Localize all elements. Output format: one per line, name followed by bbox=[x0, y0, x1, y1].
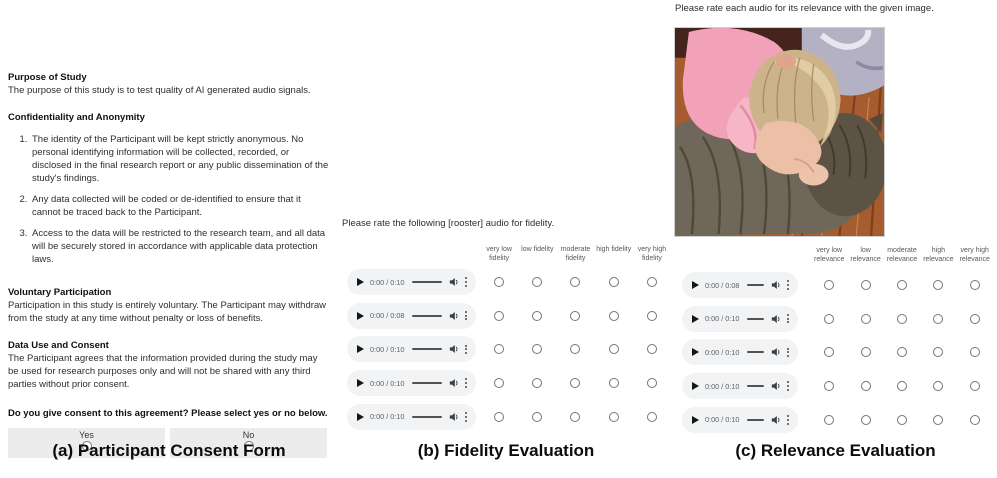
play-icon[interactable] bbox=[692, 416, 699, 424]
scale-label: very high fidelity bbox=[637, 246, 667, 262]
scale-label: moderate relevance bbox=[886, 247, 918, 263]
audio-rating-row bbox=[341, 404, 671, 430]
audio-time: 0:00 / 0:10 bbox=[370, 344, 405, 354]
volume-icon[interactable] bbox=[449, 412, 459, 422]
volume-icon[interactable] bbox=[771, 314, 781, 324]
seek-bar[interactable] bbox=[412, 348, 442, 350]
audio-time: 0:00 / 0:10 bbox=[705, 381, 740, 391]
section-heading-data-use: Data Use and Consent bbox=[8, 340, 109, 351]
rating-radio[interactable] bbox=[861, 381, 871, 391]
rating-radio[interactable] bbox=[570, 277, 580, 287]
rating-radio[interactable] bbox=[647, 412, 657, 422]
fidelity-panel bbox=[341, 0, 671, 478]
rating-radio[interactable] bbox=[609, 311, 619, 321]
rating-radio[interactable] bbox=[933, 347, 943, 357]
rating-radio[interactable] bbox=[494, 412, 504, 422]
rating-radio[interactable] bbox=[970, 280, 980, 290]
more-options-icon[interactable] bbox=[787, 380, 789, 391]
rating-radio[interactable] bbox=[824, 280, 834, 290]
audio-time: 0:00 / 0:08 bbox=[705, 280, 740, 290]
seek-bar[interactable] bbox=[412, 315, 442, 317]
scale-label: very low relevance bbox=[814, 247, 845, 263]
scale-label: low fidelity bbox=[521, 246, 554, 253]
audio-rating-row bbox=[341, 269, 671, 295]
rating-radio[interactable] bbox=[970, 314, 980, 324]
scale-label: very low fidelity bbox=[486, 246, 512, 262]
list-item: 2. Any data collected will be coded or de-identified to ensure that it cannot be traced back to the Participant. bbox=[30, 193, 330, 219]
rating-radio[interactable] bbox=[897, 314, 907, 324]
audio-player[interactable] bbox=[347, 370, 476, 396]
more-options-icon[interactable] bbox=[787, 347, 789, 358]
audio-rating-row bbox=[674, 272, 997, 298]
rating-radio[interactable] bbox=[532, 412, 542, 422]
scale-label: very high relevance bbox=[959, 247, 990, 263]
volume-icon[interactable] bbox=[771, 381, 781, 391]
more-options-icon[interactable] bbox=[465, 344, 467, 355]
audio-time: 0:00 / 0:10 bbox=[370, 277, 405, 287]
rating-radio[interactable] bbox=[609, 344, 619, 354]
confidentiality-list bbox=[30, 133, 330, 266]
rating-radio[interactable] bbox=[970, 415, 980, 425]
yes-label: Yes bbox=[79, 430, 94, 440]
relevance-instruction: Please rate each audio for its relevance with the given image. bbox=[675, 3, 934, 14]
volume-icon[interactable] bbox=[449, 311, 459, 321]
more-options-icon[interactable] bbox=[787, 414, 789, 425]
rating-radio[interactable] bbox=[494, 344, 504, 354]
rating-radio[interactable] bbox=[933, 381, 943, 391]
volume-icon[interactable] bbox=[771, 280, 781, 290]
play-icon[interactable] bbox=[692, 281, 699, 289]
audio-rating-row bbox=[341, 303, 671, 329]
more-options-icon[interactable] bbox=[787, 313, 789, 324]
audio-rating-row bbox=[341, 336, 671, 362]
seek-bar[interactable] bbox=[747, 284, 765, 286]
rating-radio[interactable] bbox=[933, 314, 943, 324]
section-body-purpose: The purpose of this study is to test quality of AI generated audio signals. bbox=[8, 85, 311, 96]
audio-time: 0:00 / 0:08 bbox=[370, 311, 405, 321]
rating-radio[interactable] bbox=[570, 311, 580, 321]
rating-radio[interactable] bbox=[933, 280, 943, 290]
audio-player[interactable] bbox=[682, 407, 798, 433]
rating-radio[interactable] bbox=[532, 344, 542, 354]
play-icon[interactable] bbox=[357, 278, 364, 286]
volume-icon[interactable] bbox=[449, 277, 459, 287]
play-icon[interactable] bbox=[692, 348, 699, 356]
section-body-voluntary: Participation in this study is entirely voluntary. The Participant may withdraw from the study at any time without penalty or loss of benefits. bbox=[8, 300, 327, 324]
rating-radio[interactable] bbox=[897, 381, 907, 391]
seek-bar[interactable] bbox=[412, 382, 442, 384]
play-icon[interactable] bbox=[692, 382, 699, 390]
caption-consent-form: (a) Participant Consent Form bbox=[52, 441, 286, 460]
scale-label: moderate fidelity bbox=[560, 246, 591, 262]
consent-question: Do you give consent to this agreement? Please select yes or no below. bbox=[8, 408, 328, 419]
section-heading-purpose: Purpose of Study bbox=[8, 72, 87, 83]
rating-radio[interactable] bbox=[824, 314, 834, 324]
audio-player[interactable] bbox=[347, 336, 476, 362]
audio-player[interactable] bbox=[347, 269, 476, 295]
fidelity-scale-header bbox=[480, 245, 671, 263]
volume-icon[interactable] bbox=[771, 415, 781, 425]
relevance-scale-header bbox=[811, 246, 997, 264]
audio-player[interactable] bbox=[347, 303, 476, 329]
rating-radio[interactable] bbox=[609, 277, 619, 287]
seek-bar[interactable] bbox=[747, 318, 765, 320]
audio-time: 0:00 / 0:10 bbox=[370, 378, 405, 388]
rating-radio[interactable] bbox=[861, 415, 871, 425]
rating-radio[interactable] bbox=[609, 378, 619, 388]
volume-icon[interactable] bbox=[449, 344, 459, 354]
play-icon[interactable] bbox=[357, 345, 364, 353]
audio-player[interactable] bbox=[682, 373, 798, 399]
list-item: 3. Access to the data will be restricted to the research team, and all data will be securely stored in accordance with applicable data protection laws. bbox=[30, 227, 330, 266]
audio-player[interactable] bbox=[347, 404, 476, 430]
rating-radio[interactable] bbox=[532, 378, 542, 388]
audio-time: 0:00 / 0:10 bbox=[705, 347, 740, 357]
no-label: No bbox=[242, 430, 255, 440]
rating-radio[interactable] bbox=[897, 280, 907, 290]
fidelity-instruction: Please rate the following [rooster] audio for fidelity. bbox=[342, 218, 555, 229]
volume-icon[interactable] bbox=[449, 378, 459, 388]
play-icon[interactable] bbox=[692, 315, 699, 323]
rating-radio[interactable] bbox=[861, 347, 871, 357]
rating-radio[interactable] bbox=[532, 311, 542, 321]
relevance-rating-table bbox=[674, 246, 997, 440]
list-item: 1. The identity of the Participant will be kept strictly anonymous. No personal identifying information will be collected, recorded, or disclosed in the final research report or any public dissemination of the study's findings. bbox=[30, 133, 330, 185]
stimulus-image bbox=[674, 27, 885, 237]
scale-label: high fidelity bbox=[596, 246, 632, 253]
caption-relevance: (c) Relevance Evaluation bbox=[735, 441, 936, 460]
rating-radio[interactable] bbox=[897, 347, 907, 357]
more-options-icon[interactable] bbox=[787, 279, 789, 290]
rating-radio[interactable] bbox=[570, 344, 580, 354]
consent-form-panel bbox=[8, 71, 330, 458]
section-heading-voluntary: Voluntary Participation bbox=[8, 287, 112, 298]
audio-rating-row bbox=[341, 370, 671, 396]
scale-label: high relevance bbox=[923, 247, 954, 263]
rating-radio[interactable] bbox=[970, 347, 980, 357]
rating-radio[interactable] bbox=[824, 415, 834, 425]
audio-rating-row bbox=[674, 306, 997, 332]
rating-radio[interactable] bbox=[494, 277, 504, 287]
audio-time: 0:00 / 0:10 bbox=[370, 412, 405, 422]
seek-bar[interactable] bbox=[412, 281, 442, 283]
rating-radio[interactable] bbox=[494, 378, 504, 388]
audio-rating-row bbox=[674, 373, 997, 399]
more-options-icon[interactable] bbox=[465, 377, 467, 388]
rating-radio[interactable] bbox=[570, 378, 580, 388]
more-options-icon[interactable] bbox=[465, 411, 467, 422]
rating-radio[interactable] bbox=[824, 347, 834, 357]
rating-radio[interactable] bbox=[647, 344, 657, 354]
audio-rating-row bbox=[674, 339, 997, 365]
seek-bar[interactable] bbox=[747, 351, 765, 353]
volume-icon[interactable] bbox=[771, 347, 781, 357]
scale-label: low relevance bbox=[850, 247, 881, 263]
rating-radio[interactable] bbox=[933, 415, 943, 425]
rating-radio[interactable] bbox=[532, 277, 542, 287]
audio-time: 0:00 / 0:10 bbox=[705, 314, 740, 324]
section-heading-confidentiality: Confidentiality and Anonymity bbox=[8, 112, 145, 123]
more-options-icon[interactable] bbox=[465, 310, 467, 321]
audio-player[interactable] bbox=[682, 272, 798, 298]
rating-radio[interactable] bbox=[824, 381, 834, 391]
relevance-panel bbox=[674, 0, 997, 478]
baby-on-cat-illustration bbox=[675, 28, 884, 236]
rating-radio[interactable] bbox=[494, 311, 504, 321]
rating-radio[interactable] bbox=[570, 412, 580, 422]
rating-radio[interactable] bbox=[647, 277, 657, 287]
more-options-icon[interactable] bbox=[465, 276, 467, 287]
rating-radio[interactable] bbox=[970, 381, 980, 391]
audio-rating-row bbox=[674, 407, 997, 433]
play-icon[interactable] bbox=[357, 312, 364, 320]
rating-radio[interactable] bbox=[609, 412, 619, 422]
audio-player[interactable] bbox=[682, 306, 798, 332]
rating-radio[interactable] bbox=[861, 314, 871, 324]
play-icon[interactable] bbox=[357, 413, 364, 421]
section-body-data-use: The Participant agrees that the information provided during the study may be used for research purposes only and will not be shared with any third parties without prior consent. bbox=[8, 353, 318, 390]
caption-fidelity: (b) Fidelity Evaluation bbox=[417, 441, 595, 460]
rating-radio[interactable] bbox=[647, 378, 657, 388]
rating-radio[interactable] bbox=[647, 311, 657, 321]
audio-player[interactable] bbox=[682, 339, 798, 365]
seek-bar[interactable] bbox=[747, 385, 765, 387]
audio-time: 0:00 / 0:10 bbox=[705, 415, 740, 425]
rating-radio[interactable] bbox=[861, 280, 871, 290]
seek-bar[interactable] bbox=[412, 416, 442, 418]
play-icon[interactable] bbox=[357, 379, 364, 387]
rating-radio[interactable] bbox=[897, 415, 907, 425]
seek-bar[interactable] bbox=[747, 419, 765, 421]
fidelity-rating-table bbox=[341, 245, 671, 437]
